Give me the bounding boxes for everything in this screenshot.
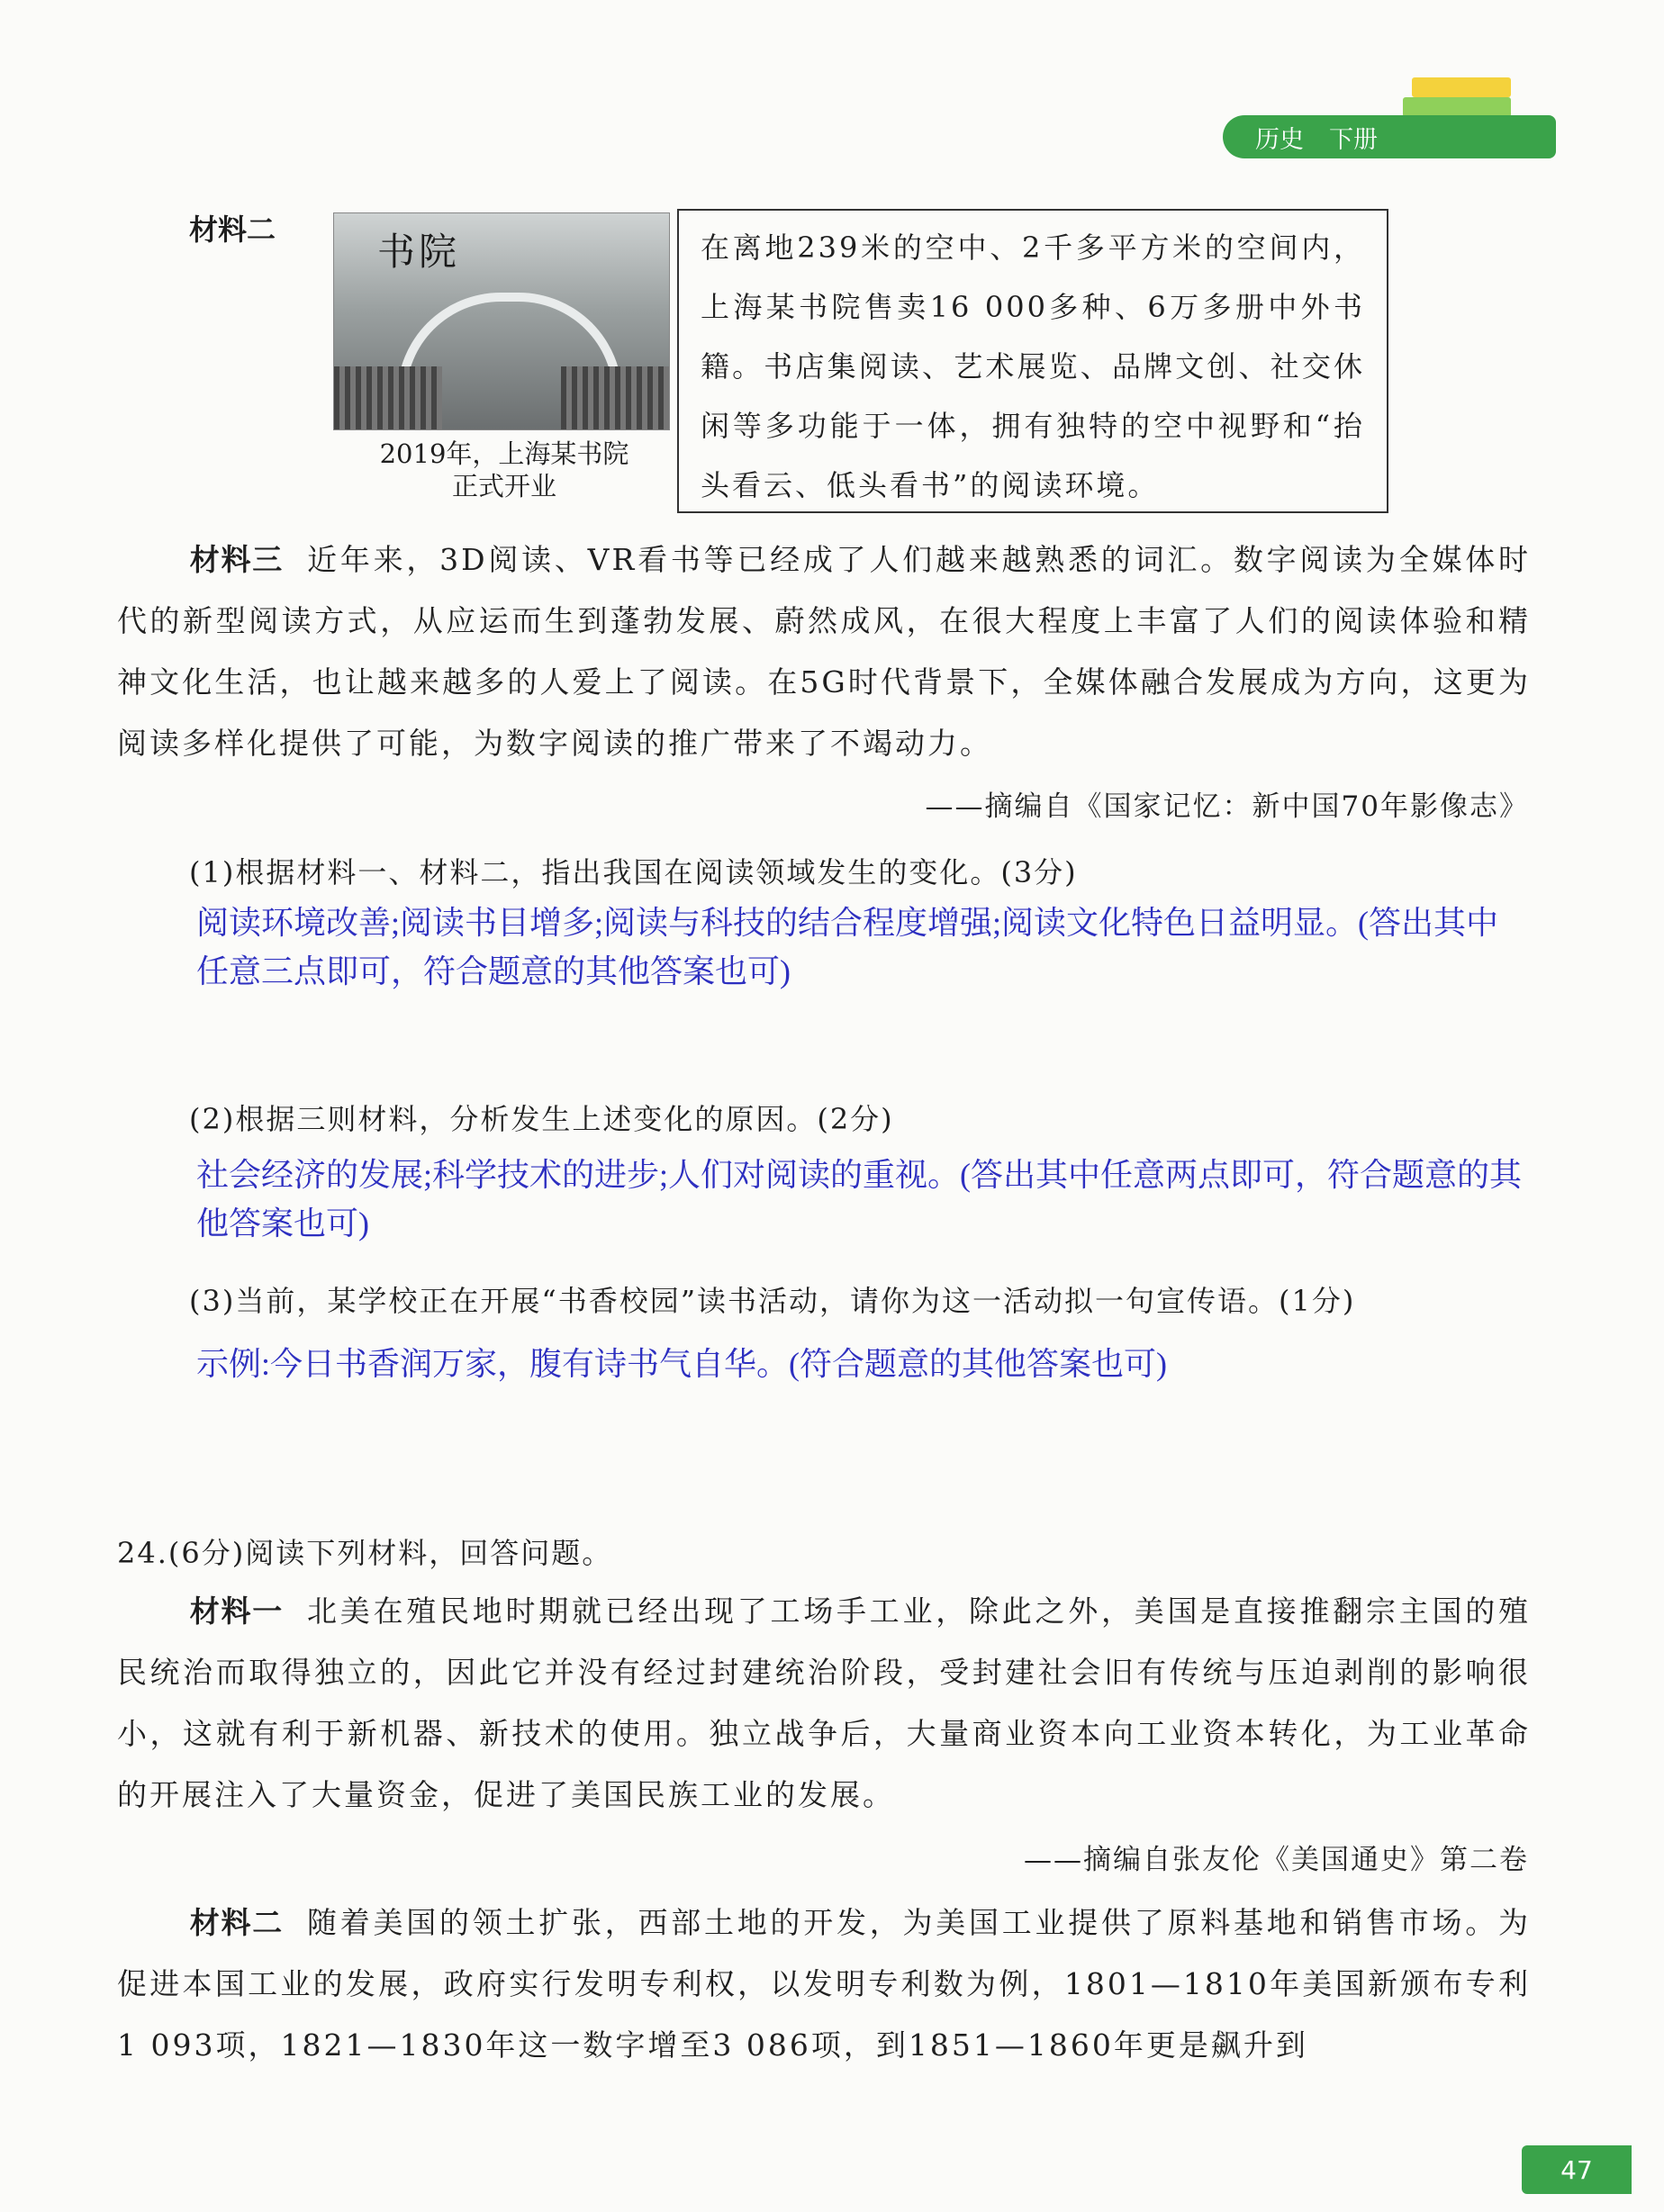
answer-1: 阅读环境改善;阅读书目增多;阅读与科技的结合程度增强;阅读文化特色日益明显。(答出其中任意三点即可，符合题意的其他答案也可): [196, 905, 1498, 989]
material-3-paragraph: [117, 529, 1531, 774]
caption-line-1: 2019年，上海某书院: [379, 438, 629, 469]
page-number: 47: [1522, 2145, 1632, 2194]
caption-line-2: 正式开业: [451, 471, 556, 501]
answer-3: 示例:今日书香润万家，腹有诗书气自华。(符合题意的其他答案也可): [196, 1346, 1167, 1382]
material-3-text: 近年来，3D阅读、VR看书等已经成了人们越来越熟悉的词汇。数字阅读为全媒体时代的新型阅读方式，从应运而生到蓬勃发展、蔚然成风，在很大程度上丰富了人们的阅读体验和精神文化生活，也让越来越多的人爱上了阅读。在5G时代背景下，全媒体融合发展成为方向，这更为阅读多样化提供了可能，为数字阅读的推广带来了不竭动力。: [117, 542, 1531, 761]
material-3-label: 材料三: [189, 542, 285, 577]
q24-material-1-text: 北美在殖民地时期就已经出现了工场手工业，除此之外，美国是直接推翻宗主国的殖民统治而取得独立的，因此它并没有经过封建统治阶段，受封建社会旧有传统与压迫剥削的影响很小，这就有利于新机器、新技术的使用。独立战争后，大量商业资本向工业资本转化，为工业革命的开展注入了大量资金，促进了美国民族工业的发展。: [117, 1594, 1531, 1812]
q24-material-1-label: 材料一: [189, 1594, 284, 1629]
q24-material-1-source: ——摘编自张友伦《美国通史》第二卷: [1024, 1844, 1529, 1876]
q24-material-2-paragraph: [117, 1892, 1531, 2076]
photo-sign: 书院: [377, 230, 461, 274]
question-3: (3)当前，某学校正在开展“书香校园”读书活动，请你为这一活动拟一句宣传语。(1分): [189, 1284, 1356, 1318]
bookstore-photo: [333, 212, 670, 430]
photo-shelf-right: [561, 366, 669, 429]
material-2-label: 材料二: [189, 212, 276, 247]
header-tab: [1223, 115, 1556, 158]
question-24-title: 24.(6分)阅读下列材料，回答问题。: [117, 1536, 613, 1570]
volume-label: 下册: [1329, 125, 1378, 154]
photo-caption: [324, 438, 684, 502]
material-2-textbox: 在离地239米的空中、2千多平方米的空间内，上海某书院售卖16 000多种、6万多册中外书籍。书店集阅读、艺术展览、品牌文创、社交休闲等多功能于一体，拥有独特的空中视野和“抬头看云、低头看书”的阅读环境。: [677, 209, 1388, 513]
q24-material-2-label: 材料二: [189, 1905, 284, 1940]
subject-label: 历史: [1255, 125, 1304, 154]
question-1: (1)根据材料一、材料二，指出我国在阅读领域发生的变化。(3分): [189, 855, 1078, 889]
material-3-source: ——摘编自《国家记忆：新中国70年影像志》: [925, 790, 1529, 823]
photo-shelf-left: [334, 366, 442, 429]
question-2: (2)根据三则材料，分析发生上述变化的原因。(2分): [189, 1102, 894, 1136]
answer-2: 社会经济的发展;科学技术的进步;人们对阅读的重视。(答出其中任意两点即可，符合题意的其他答案也可): [196, 1157, 1522, 1241]
q24-material-2-text: 随着美国的领土扩张，西部土地的开发，为美国工业提供了原料基地和销售市场。为促进本国工业的发展，政府实行发明专利权，以发明专利数为例，1801—1810年美国新颁布专利1 093项，1821—1830年这一数字增至3 086项，到1851—1860年更是飙升到: [117, 1905, 1531, 2063]
q24-material-1-paragraph: [117, 1581, 1531, 1826]
